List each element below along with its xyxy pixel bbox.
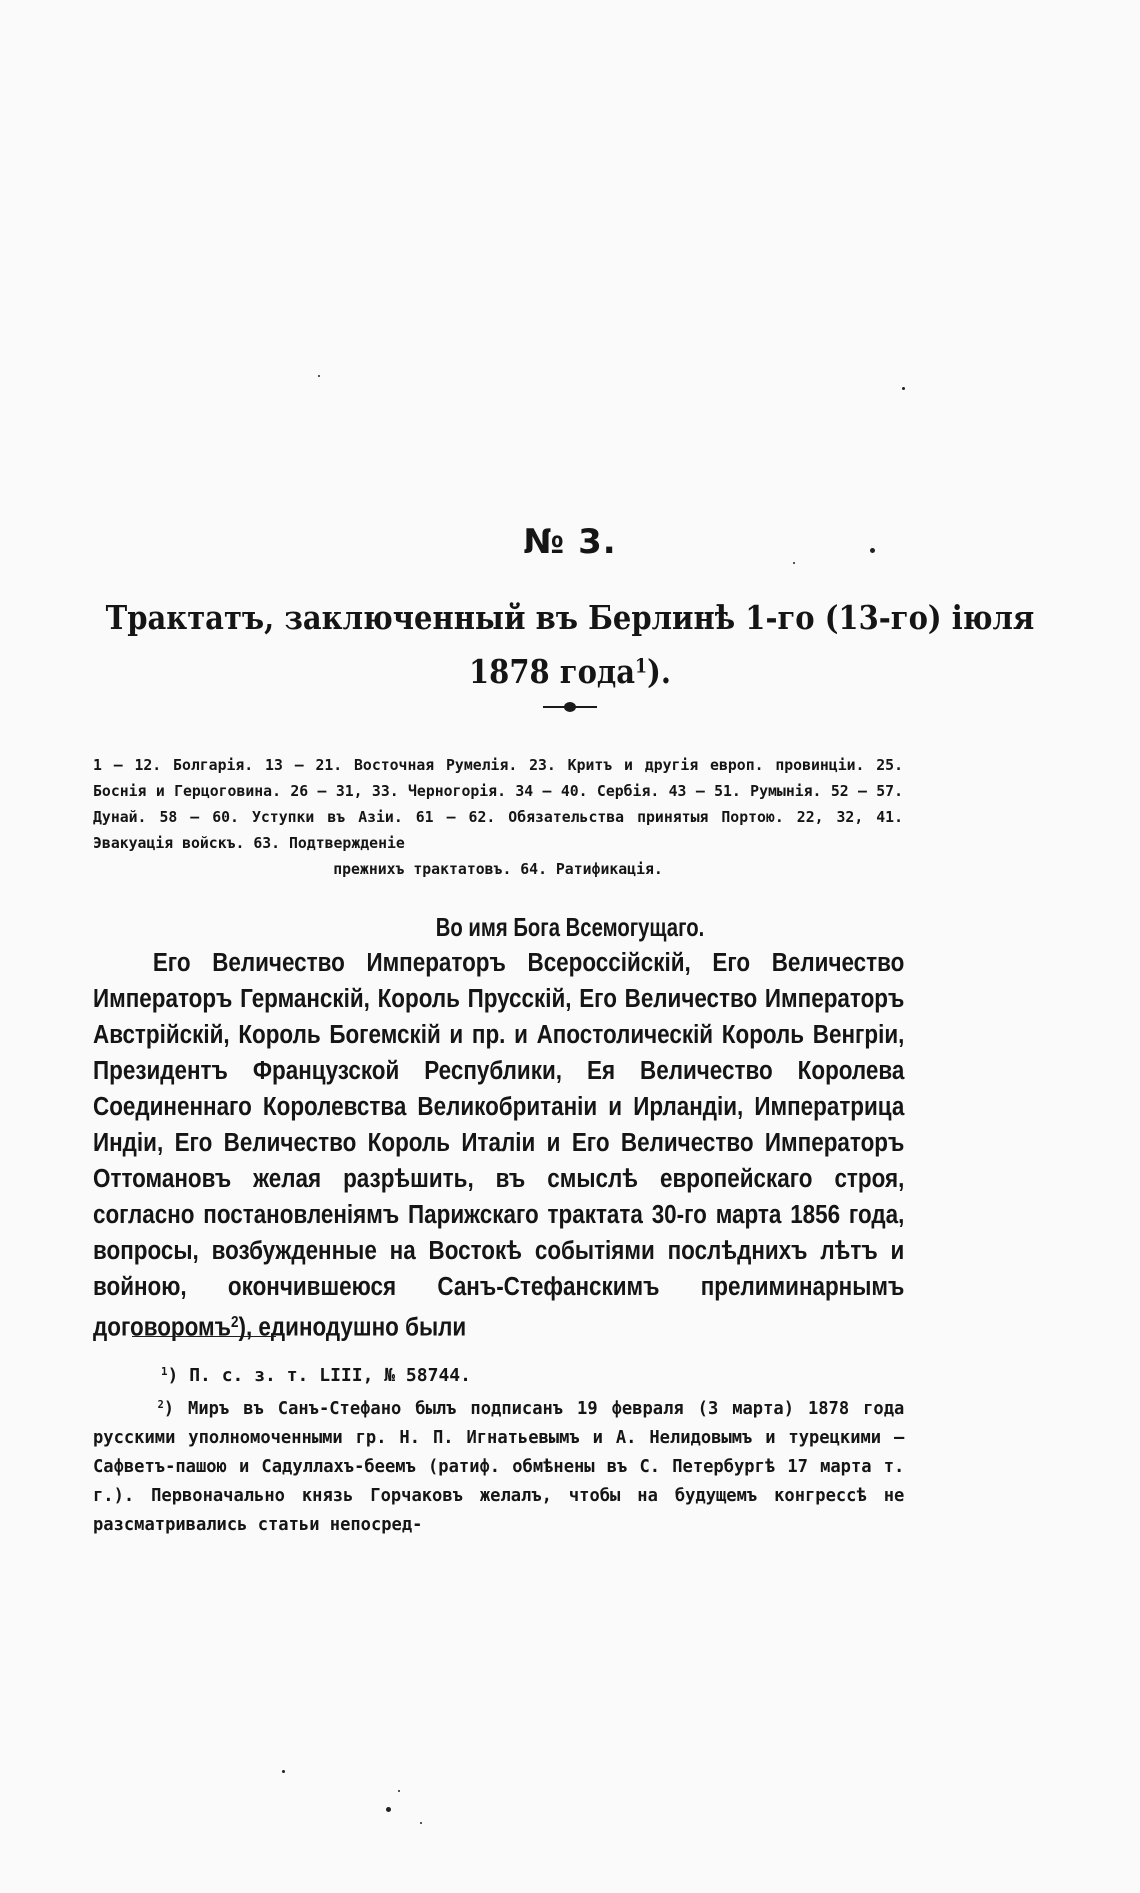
- footnote-1: [93, 1357, 904, 1390]
- scan-speck: [902, 387, 905, 390]
- footnotes: [93, 1357, 904, 1539]
- body-text-main: Его Величество Императоръ Всероссійскій, Его Величество Императоръ Германскій, Король Прусскій, Его Величество Императоръ Австрійскій, Король Богемскій и пр. и Апостолическій Король Венгріи, Президентъ Французской Республики, Ея Величество Королева Соединеннаго Королевства Великобританіи и Ирландіи, Императрица Индіи, Его Величество Король Италіи и Его Величество Императоръ Оттомановъ желая разрѣшить, въ смыслѣ европейскаго строя, согласно постановленіямъ Парижскаго трактата 30-го марта 1856 года, вопросы, возбужденные на Востокѣ событіями послѣднихъ лѣтъ и войною, окончившеюся Санъ-Стефанскимъ прелиминарнымъ договоромъ: [93, 949, 905, 1342]
- scan-speck: [870, 548, 875, 553]
- footnote-rule: [132, 1336, 276, 1337]
- ornament-divider: [543, 701, 597, 713]
- scan-speck: [282, 1770, 285, 1773]
- scan-speck: [398, 1790, 400, 1792]
- scan-speck: [420, 1822, 422, 1824]
- body-paragraph: [93, 945, 904, 1345]
- summary-text: 1 — 12. Болгарія. 13 — 21. Восточная Румелія. 23. Критъ и другія европ. провинціи. 25. Боснія и Герцоговина. 26 — 31, 33. Черногорія. 34 — 40. Сербія. 43 — 51. Румынія. 52 — 57. Дунай. 58 — 60. Уступки въ Азіи. 61 — 62. Обязательства принятыя Портою. 22, 32, 41. Эвакуація войскъ. 63. Подтвержденіе: [93, 757, 903, 852]
- contents-summary: [93, 753, 903, 883]
- scan-speck: [318, 375, 320, 377]
- footnote-2-mark: 2: [157, 1397, 164, 1411]
- title-footnote-mark: 1: [635, 655, 648, 679]
- scan-speck: [793, 562, 795, 564]
- ornament-dot: [564, 702, 576, 712]
- footnote-2-text: ) Миръ въ Санъ-Стефано былъ подписанъ 19 февраля (3 марта) 1878 года русскими уполномоченными гр. Н. П. Игнатьевымъ и А. Нелидовымъ и турецкими — Сафветъ-пашою и Садуллахъ-беемъ (ратиф. обмѣнены въ С. Петербургѣ 17 марта т. г.). Первоначально князь Горчаковъ желалъ, чтобы на будущемъ конгрессѣ не разсматривались статьи непосред-: [93, 1397, 905, 1535]
- body-text-tail: ), единодушно были: [238, 1313, 467, 1342]
- treaty-title: [95, 593, 1045, 697]
- treaty-title-year: 1878 года: [469, 652, 636, 692]
- treaty-title-line-1: Трактатъ, заключенный въ Берлинѣ 1-го (13-го) іюля: [105, 598, 1035, 637]
- footnote-1-text: ) П. с. з. т. LIII, № 58744.: [167, 1364, 471, 1386]
- footnote-2: [93, 1390, 904, 1539]
- scan-speck: [386, 1807, 391, 1812]
- invocation-heading: Во имя Бога Всемогущаго.: [435, 912, 705, 942]
- body-footnote-mark: 2: [230, 1314, 239, 1331]
- title-closing: ).: [647, 652, 671, 692]
- document-number: № 3.: [523, 522, 617, 562]
- treaty-title-line-2: [95, 642, 1045, 696]
- summary-last-line: прежнихъ трактатовъ. 64. Ратификація.: [333, 861, 663, 878]
- footnote-1-mark: 1: [161, 1365, 168, 1378]
